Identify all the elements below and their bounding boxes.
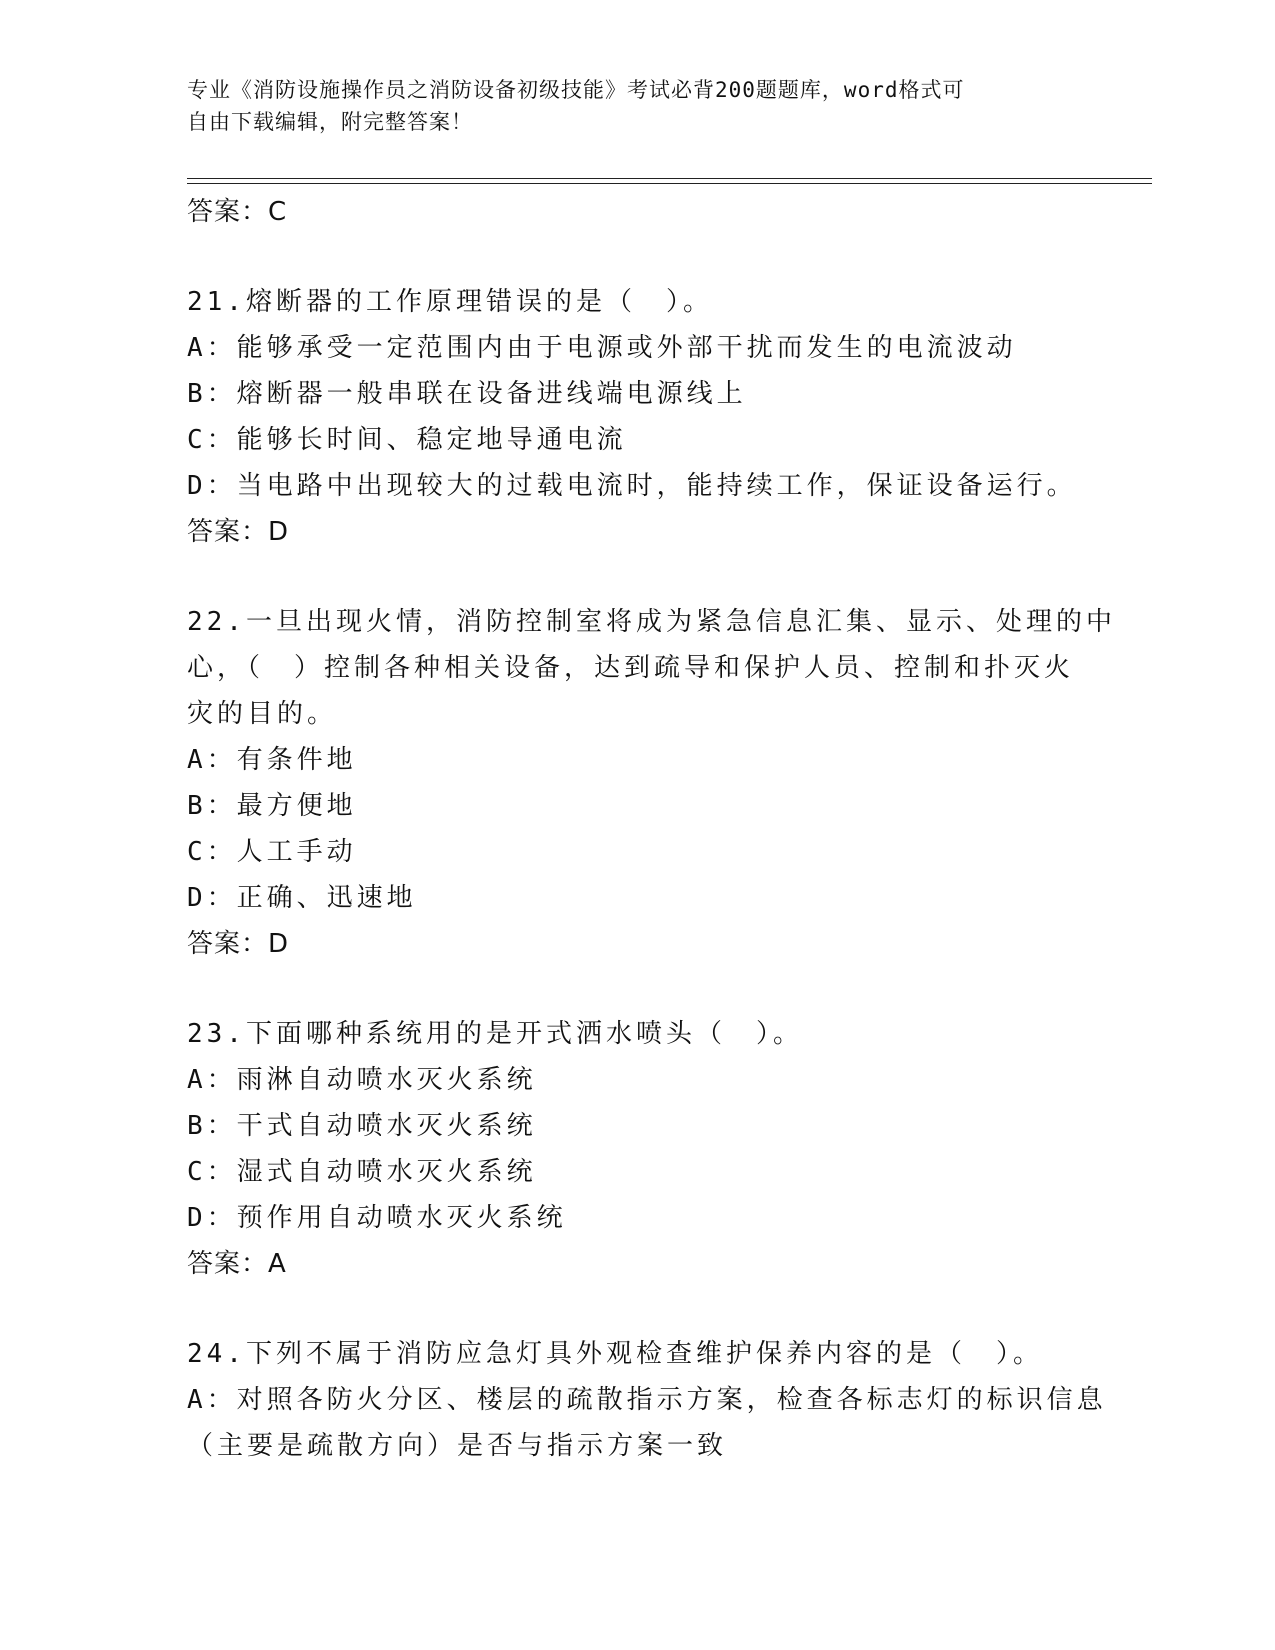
question-22	[187, 599, 1116, 967]
question-stem: 24.下列不属于消防应急灯具外观检查维护保养内容的是（ ）。	[187, 1339, 1043, 1369]
option-c: C：人工手动	[187, 837, 357, 867]
header-divider-bottom	[187, 183, 1152, 184]
option-b: B：干式自动喷水灭火系统	[187, 1111, 537, 1141]
option-a: A：有条件地	[187, 745, 357, 775]
option-b: B：熔断器一般串联在设备进线端电源线上	[187, 379, 747, 409]
question-21	[187, 279, 1087, 555]
question-stem: 23.下面哪种系统用的是开式洒水喷头（ ）。	[187, 1019, 803, 1049]
option-a-continued: （主要是疏散方向）是否与指示方案一致	[187, 1431, 728, 1461]
header-divider-top	[187, 178, 1152, 179]
question-list	[187, 189, 1116, 1469]
option-a: A：雨淋自动喷水灭火系统	[187, 1065, 537, 1095]
question-answer: 答案：D	[187, 929, 290, 959]
option-a: A：对照各防火分区、楼层的疏散指示方案，检查各标志灯的标识信息	[187, 1385, 1107, 1415]
question-stem-line-2: 心，（ ）控制各种相关设备，达到疏导和保护人员、控制和扑灭火	[187, 653, 1075, 683]
question-answer: 答案：A	[187, 1249, 287, 1279]
question-stem-line-3: 灾的目的。	[187, 699, 338, 729]
header-line-1: 专业《消防设施操作员之消防设备初级技能》考试必背200题题库，word格式可	[187, 78, 965, 102]
option-c: C：湿式自动喷水灭火系统	[187, 1157, 537, 1187]
option-d: D：当电路中出现较大的过载电流时，能持续工作，保证设备运行。	[187, 471, 1077, 501]
question-stem: 21.熔断器的工作原理错误的是（ ）。	[187, 287, 713, 317]
previous-answer: 答案：C	[187, 197, 288, 227]
question-stem-line-1: 22.一旦出现火情，消防控制室将成为紧急信息汇集、显示、处理的中	[187, 607, 1116, 637]
option-b: B：最方便地	[187, 791, 357, 821]
question-answer: 答案：D	[187, 517, 290, 547]
option-c: C：能够长时间、稳定地导通电流	[187, 425, 627, 455]
spacer	[187, 1287, 1087, 1331]
document-header	[187, 74, 1067, 138]
spacer	[187, 555, 1087, 599]
spacer	[187, 967, 1087, 1011]
option-d: D：正确、迅速地	[187, 883, 417, 913]
question-23	[187, 1011, 1087, 1287]
header-line-2: 自由下载编辑，附完整答案！	[187, 110, 473, 134]
spacer	[187, 235, 1087, 279]
option-a: A：能够承受一定范围内由于电源或外部干扰而发生的电流波动	[187, 333, 1017, 363]
question-24	[187, 1331, 1107, 1469]
option-d: D：预作用自动喷水灭火系统	[187, 1203, 567, 1233]
